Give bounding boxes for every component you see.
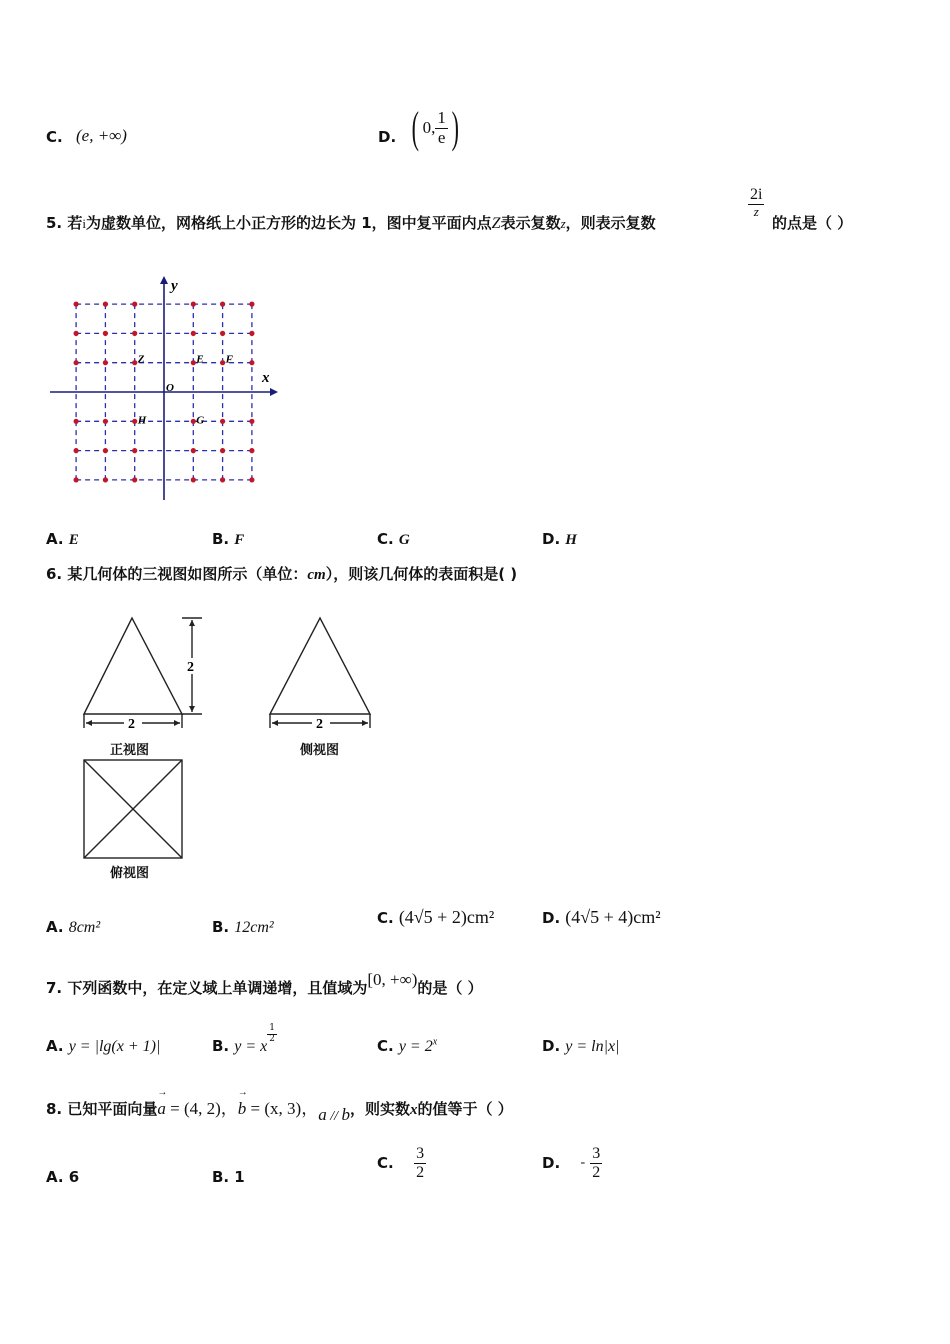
- q7-option-a[interactable]: A. y = |lg(x + 1)|: [46, 1037, 161, 1055]
- front-view-caption: 正视图: [110, 743, 150, 758]
- y-axis-label: y: [171, 278, 178, 294]
- x-axis-label: x: [262, 370, 270, 386]
- y-axis-arrow: [160, 276, 168, 284]
- q8-option-b[interactable]: B. 1: [212, 1168, 245, 1186]
- lattice-dot: [132, 419, 137, 424]
- lattice-dot: [132, 302, 137, 307]
- front-width-label: 2: [128, 717, 135, 732]
- lattice-dot: [249, 448, 254, 453]
- q7-option-d[interactable]: D. y = ln|x|: [542, 1037, 620, 1055]
- q5-stem: 5. 若i为虚数单位，网格纸上小正方形的边长为 1，图中复平面内点Z表示复数z，则表示复数: [46, 214, 656, 232]
- q5-option-d[interactable]: D. H: [542, 530, 577, 548]
- lattice-dot: [103, 331, 108, 336]
- lattice-dot: [249, 419, 254, 424]
- point-label-h: H: [137, 414, 147, 427]
- lattice-dot: [74, 360, 79, 365]
- lattice-dot: [191, 477, 196, 482]
- q8-option-c[interactable]: C. 3 2: [377, 1144, 425, 1181]
- lattice-dot: [220, 448, 225, 453]
- lattice-dot: [74, 331, 79, 336]
- lattice-dot: [74, 302, 79, 307]
- lattice-dot: [132, 331, 137, 336]
- q7-option-c[interactable]: C. $y = 2^x$: [377, 1036, 438, 1055]
- complex-plane-figure: [40, 268, 290, 508]
- q4-option-c-value: (e, +∞): [76, 126, 127, 145]
- q4-option-d-label: D.: [378, 128, 397, 146]
- x-axis-arrow: [270, 388, 278, 396]
- lattice-dot: [74, 448, 79, 453]
- q7-option-b[interactable]: B. y = x $\frac{1}{2}$: [212, 1023, 275, 1055]
- q8-option-a[interactable]: A. 6: [46, 1168, 80, 1186]
- lattice-dot: [191, 331, 196, 336]
- vector-a: → a: [157, 1087, 168, 1118]
- lattice-dot: [132, 360, 137, 365]
- lattice-dot: [74, 419, 79, 424]
- q6-option-a[interactable]: A. 8cm²: [46, 918, 101, 936]
- lattice-dot: [132, 448, 137, 453]
- lattice-dot: [103, 477, 108, 482]
- parallel-expression: a // b: [318, 1105, 350, 1124]
- q5-option-a[interactable]: A. E: [46, 530, 79, 548]
- lattice-dot: [191, 360, 196, 365]
- front-height-label: 2: [187, 660, 194, 675]
- q5-option-c[interactable]: C. G: [377, 530, 410, 548]
- point-label-e: E: [196, 353, 204, 366]
- lattice-dot: [220, 419, 225, 424]
- q4-option-c-label: C.: [46, 128, 63, 146]
- top-view-caption: 俯视图: [110, 866, 150, 881]
- side-view-triangle: [270, 618, 370, 714]
- lattice-dot: [74, 477, 79, 482]
- q5-option-b[interactable]: B. F: [212, 530, 245, 548]
- origin-label: O: [166, 382, 174, 394]
- q8-option-d[interactable]: D. - 3 2: [542, 1144, 601, 1181]
- q6-option-c[interactable]: C. (4√5 + 2)cm²: [377, 907, 495, 927]
- q6-option-b[interactable]: B. 12cm²: [212, 918, 274, 936]
- lattice-dot: [220, 360, 225, 365]
- side-width-label: 2: [316, 717, 323, 732]
- q5-stem-end: 的点是（ ）: [772, 214, 853, 232]
- lattice-dot: [103, 448, 108, 453]
- lattice-dot: [249, 360, 254, 365]
- lattice-dot: [249, 331, 254, 336]
- q8-stem: 8. 已知平面向量 → a = (4, 2)， → b = (x, 3)，a // b，则实数x的值等于（ ）: [46, 1087, 513, 1124]
- lattice-dot: [220, 331, 225, 336]
- lattice-dot: [249, 302, 254, 307]
- lattice-dot: [103, 360, 108, 365]
- q6-option-d[interactable]: D. (4√5 + 4)cm²: [542, 907, 661, 927]
- lattice-dot: [191, 448, 196, 453]
- lattice-dot: [103, 419, 108, 424]
- lattice-dot: [191, 302, 196, 307]
- lattice-dot: [103, 302, 108, 307]
- lattice-dot: [220, 302, 225, 307]
- front-view-triangle: [84, 618, 182, 714]
- q7-stem: 7. 下列函数中，在定义域上单调递增，且值域为[0, +∞)的是（ ）: [46, 970, 483, 997]
- axes: [50, 276, 278, 500]
- vector-b: → b: [237, 1087, 248, 1118]
- point-label-f: F: [225, 353, 233, 366]
- point-label-z: Z: [137, 353, 145, 366]
- side-view-caption: 侧视图: [300, 743, 340, 758]
- q6-stem: 6. 某几何体的三视图如图所示（单位：cm），则该几何体的表面积是( ): [46, 565, 518, 583]
- q4-option-d-value: ( 0, 1 e ): [411, 103, 459, 152]
- point-label-g: G: [196, 414, 205, 427]
- lattice-dot: [220, 477, 225, 482]
- lattice-dot: [191, 419, 196, 424]
- lattice-dot: [132, 477, 137, 482]
- lattice-dot: [249, 477, 254, 482]
- q5-fraction: 2i z: [750, 186, 763, 219]
